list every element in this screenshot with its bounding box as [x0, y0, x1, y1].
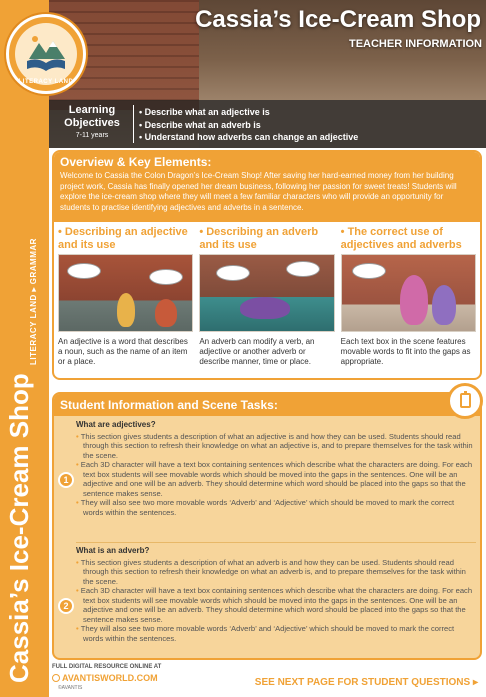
learning-objectives-bar: [49, 100, 486, 148]
task-block: [76, 546, 474, 643]
speech-bubble: [216, 265, 250, 281]
character: [432, 285, 456, 325]
task-bullets: [76, 432, 474, 518]
key-element-text: Each text box in the scene features movable words to fit into the gaps as appropriate.: [340, 337, 471, 366]
key-element-title: • Describing an adverb and its use: [199, 226, 319, 251]
resource-label: FULL DIGITAL RESOURCE ONLINE AT: [52, 664, 162, 670]
character: [400, 275, 428, 325]
key-element-adverb: [199, 226, 334, 367]
scene-image-adjective: [58, 254, 193, 332]
task-question: What are adjectives?: [76, 420, 156, 429]
key-element-title: • The correct use of adjectives and adverbs: [340, 226, 462, 251]
task-bullet: • Each 3D character will have a text box containing sentences which describe what the characters are doing. For each text box students will see movable words which should be moved into the gaps in the sentences. One will be an adjective and one will be an adverb. They should determine which word should be placed into the gaps so that the sentence makes sense.: [76, 586, 474, 624]
key-element-text: An adverb can modify a verb, an adjective or another adverb or describe manner, time or place.: [199, 337, 315, 366]
task-bullet: • Each 3D character will have a text box containing sentences which describe what the characters are doing. For each text box students will see movable words which should be moved into the gaps in the sentences. One will be an adjective and one will be an adverb. They should determine which word should be placed into the gaps so that the sentence makes sense.: [76, 460, 474, 498]
objective-item: • Describe what an adverb is: [139, 119, 358, 132]
task-number-badge: 1: [58, 472, 74, 488]
task-block: [76, 420, 474, 517]
copyright: ©AVANTIS: [58, 685, 83, 691]
task-number-badge: 2: [58, 598, 74, 614]
globe-icon: [52, 674, 60, 682]
logo-text: LITERACY LAND: [18, 79, 74, 85]
student-information-title: Student Information and Scene Tasks:: [54, 394, 480, 416]
divider: [76, 542, 476, 543]
speech-bubble: [67, 263, 101, 279]
next-page-link[interactable]: SEE NEXT PAGE FOR STUDENT QUESTIONS ▸: [254, 677, 478, 688]
overview-section: [52, 150, 482, 380]
website-link[interactable]: [52, 673, 158, 683]
key-elements: [58, 226, 476, 367]
divider: [133, 105, 134, 143]
key-element-text: An adjective is a word that describes a noun, such as the name of an item or a place.: [58, 337, 188, 366]
task-bullets: [76, 558, 474, 644]
overview-header: [54, 152, 480, 222]
speech-bubble: [352, 263, 386, 279]
overview-title: Overview & Key Elements:: [60, 155, 212, 169]
logo-emblem: [15, 23, 77, 85]
task-question: What is an adverb?: [76, 546, 150, 555]
book-mountain-icon: [15, 23, 77, 85]
page-subtitle: TEACHER INFORMATION: [348, 38, 482, 50]
task-bullet: • They will also see two more movable words ‘Adverb’ and ‘Adjective’ which should be moved to mark the correct words within the sentences.: [76, 498, 474, 517]
learning-objectives-label: Learning Objectives: [64, 104, 120, 129]
key-element-adjective: [58, 226, 193, 367]
overview-text: Welcome to Cassia the Colon Dragon’s Ice-Cream Shop! After saving her hard-earned money from her building project work, Cassia has finally opened her dream business, following her passion for sweet treats! Students will explore the ice-cream shop where they will meet a few familiar characters who will provide an opportunity for students to practise identifying adjectives and adverbs in a sentence.: [60, 171, 457, 212]
literacy-land-logo: [6, 14, 86, 94]
task-bullet: • This section gives students a description of what an adverb is and how they can be used. Students should read through this section to refresh their knowledge on what an adverb is, and to prepare themselves for the task within the scene.: [76, 558, 474, 587]
student-information-section: [52, 392, 482, 660]
task-bullet: • This section gives students a description of what an adjective is and how they can be used. Students should read through this section to refresh their knowledge on what an adjective is, and to prepare themselves for the task within the scene.: [76, 432, 474, 461]
key-element-correct-use: [341, 226, 476, 367]
character: [155, 299, 177, 327]
clipboard-icon: [447, 383, 483, 419]
vertical-title: Cassia’s Ice-Cream Shop: [4, 373, 34, 683]
age-range: 7-11 years: [75, 132, 109, 139]
scene-image-correct-use: [341, 254, 476, 332]
speech-bubble: [149, 269, 183, 285]
scene-image-adverb: [199, 254, 334, 332]
page-title: Cassia’s Ice-Cream Shop: [195, 6, 481, 33]
objective-item: • Understand how adverbs can change an adjective: [139, 131, 358, 144]
learning-objectives-list: [139, 106, 358, 144]
website-url: AVANTISWORLD.COM: [62, 673, 158, 683]
task-bullet: • They will also see two more movable words ‘Adverb’ and ‘Adjective’ which should be moved to mark the correct words within the sentences.: [76, 624, 474, 643]
vertical-subtitle: LITERACY LAND ▸ GRAMMAR: [29, 238, 38, 365]
character: [240, 297, 290, 319]
speech-bubble: [286, 261, 320, 277]
key-element-title: • Describing an adjective and its use: [58, 226, 188, 251]
character: [117, 293, 135, 327]
objective-item: • Describe what an adjective is: [139, 106, 358, 119]
